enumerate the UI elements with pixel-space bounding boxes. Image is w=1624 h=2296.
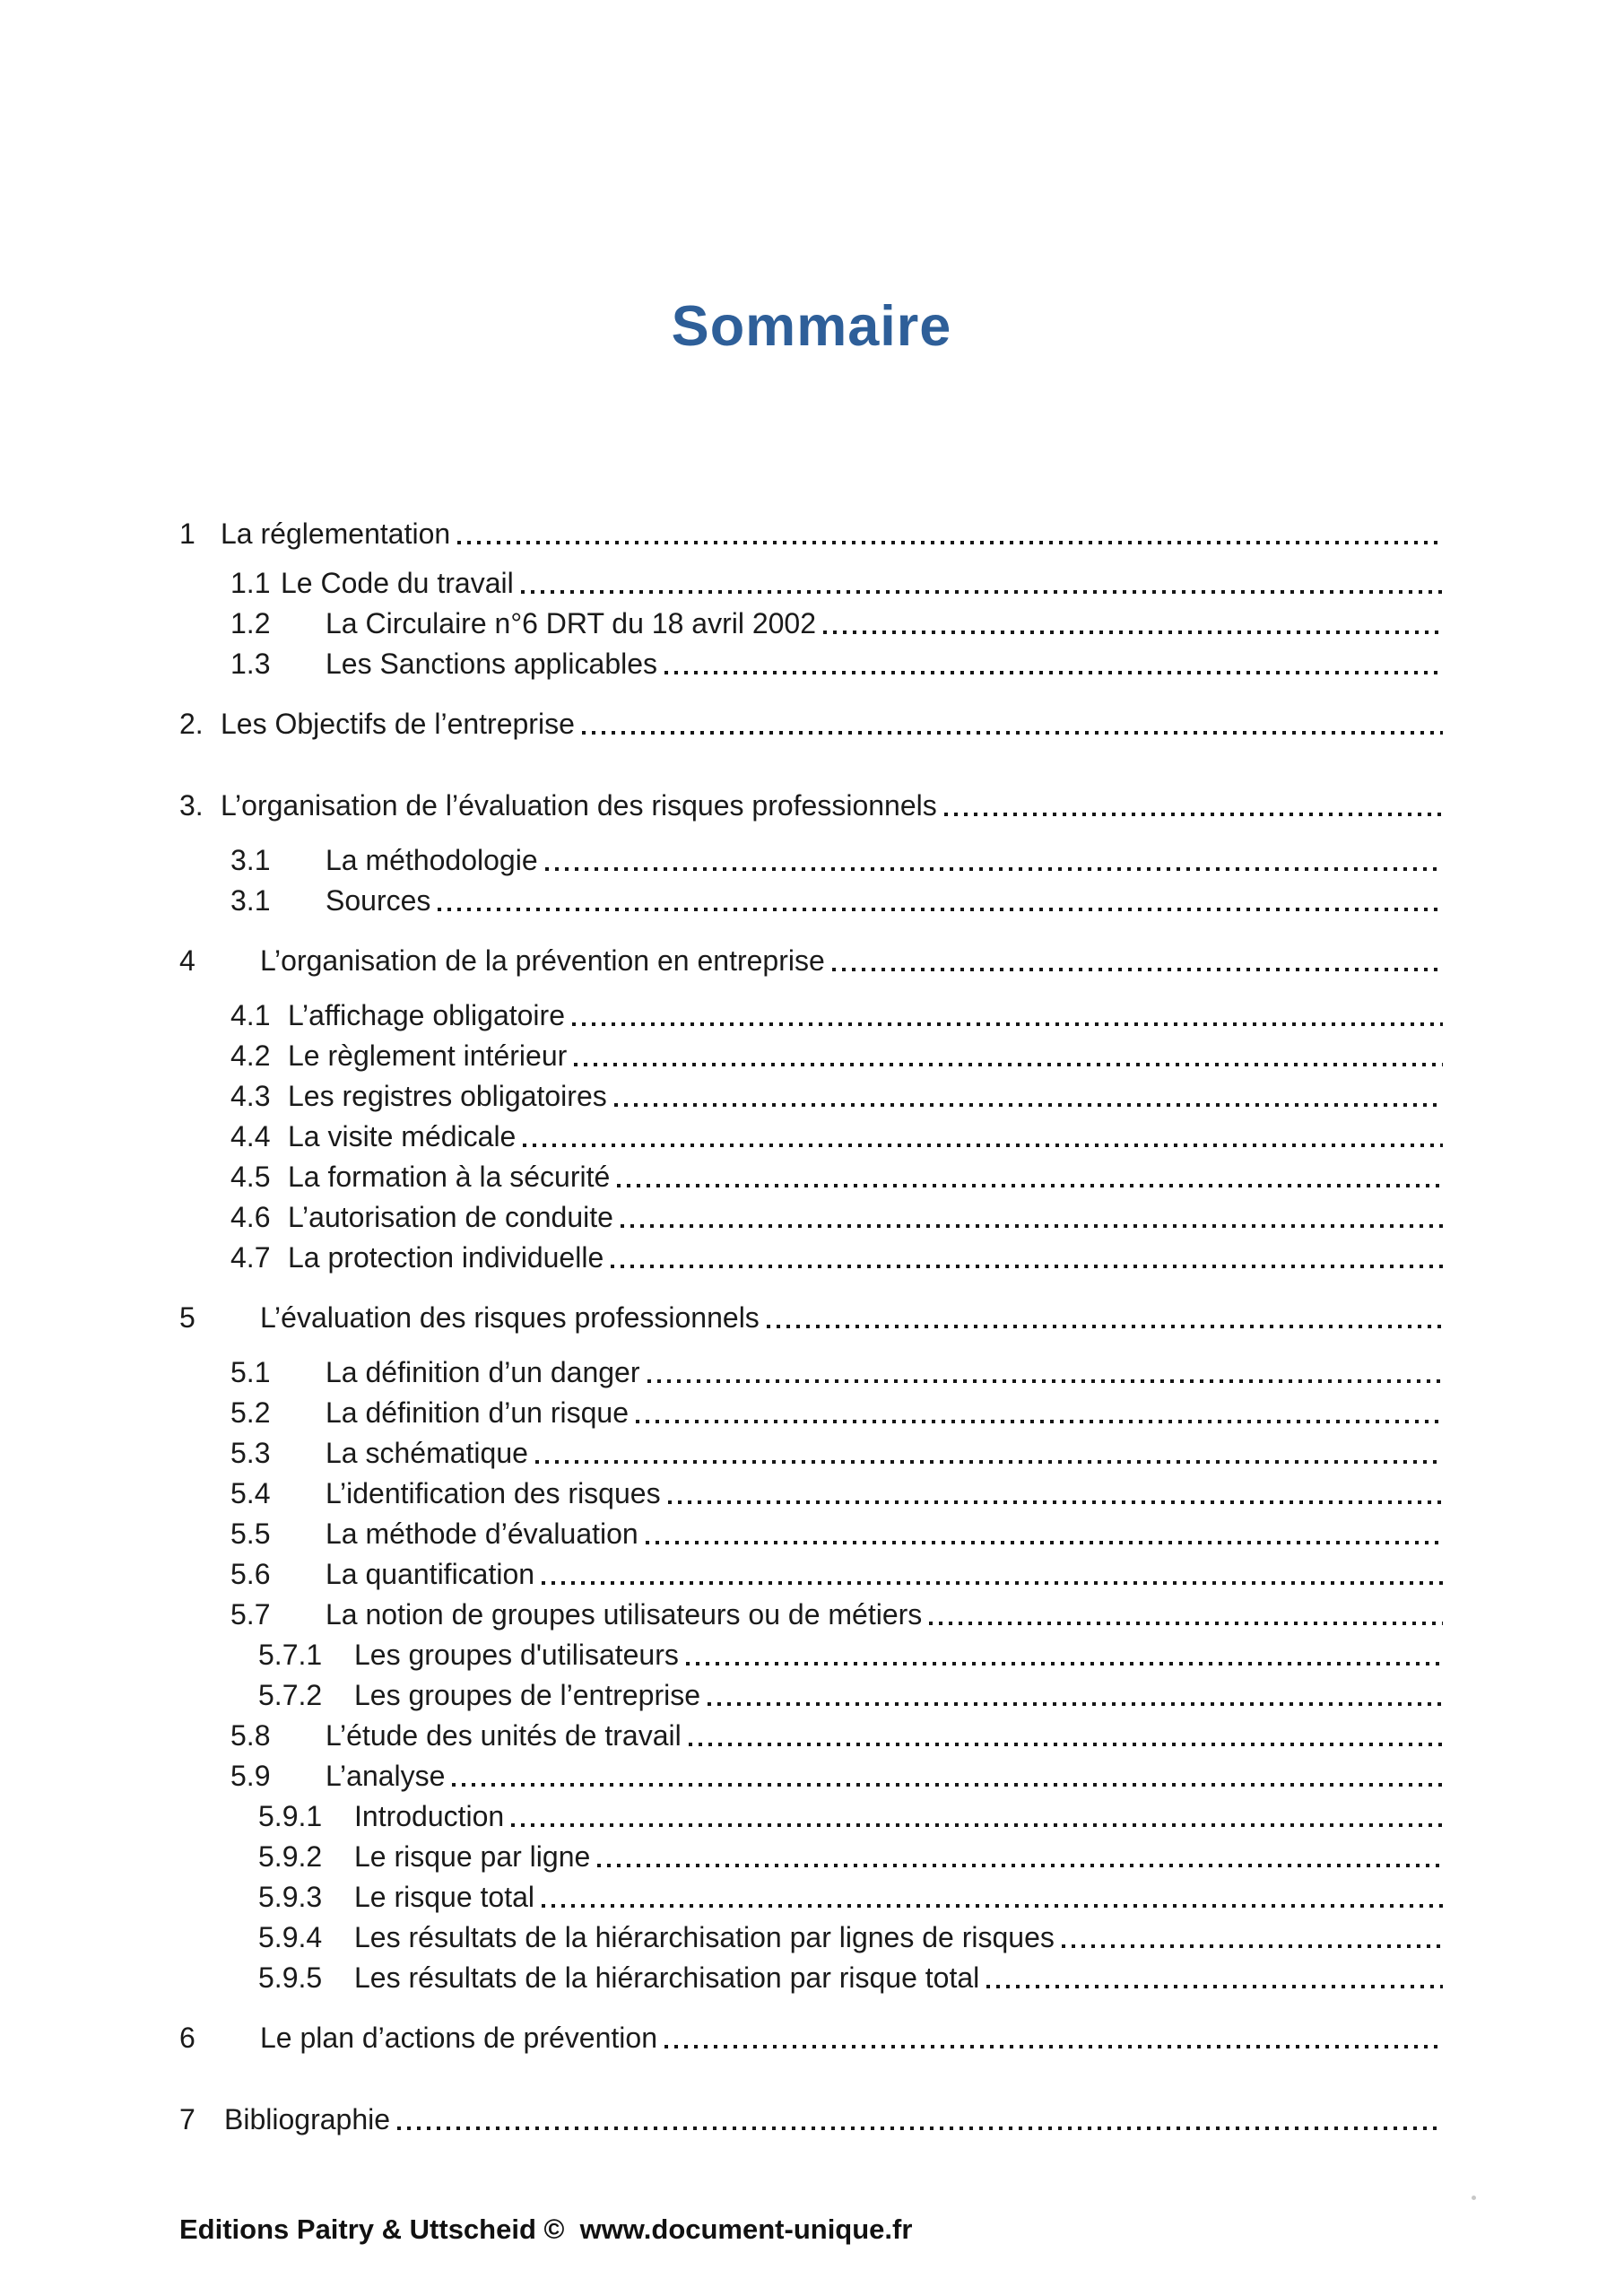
toc-entry [179, 1234, 1444, 1274]
toc-entry [179, 1073, 1444, 1113]
toc-entry-number: 4.3 [230, 1080, 271, 1112]
dot-leader [944, 813, 1443, 816]
toc-entry [179, 1591, 1444, 1631]
toc-entry-label: La réglementation [221, 517, 451, 550]
toc-entry-number: 5.9.2 [258, 1840, 323, 1873]
toc-entry [179, 992, 1444, 1032]
toc-entry-number: 5.4 [230, 1477, 271, 1509]
toc-entry [179, 560, 1444, 600]
toc-entry [179, 1793, 1444, 1833]
toc-entry-label: La quantification [326, 1558, 535, 1590]
toc-entry-label: Les groupes d'utilisateurs [354, 1639, 679, 1671]
toc-entry-label: Le risque par ligne [354, 1840, 591, 1873]
toc-entry-label: La Circulaire n°6 DRT du 18 avril 2002 [326, 607, 817, 639]
toc-entry-label: La notion de groupes utilisateurs ou de métiers [326, 1598, 923, 1631]
page-title: Sommaire [671, 295, 952, 358]
toc-entry-label: Le risque total [354, 1881, 535, 1913]
dot-leader [574, 1063, 1443, 1066]
toc-entry-label: L’organisation de la prévention en entreprise [260, 944, 825, 977]
toc-entry-number: 6 [179, 2022, 195, 2054]
toc-entry-number: 4.1 [230, 999, 271, 1031]
dot-leader [397, 2126, 1443, 2130]
dot-leader [542, 1904, 1443, 1908]
toc-entry [179, 1833, 1444, 1874]
toc-entry-number: 1 [179, 517, 195, 550]
dot-leader [617, 1184, 1443, 1187]
toc-entry-number: 5.8 [230, 1719, 271, 1752]
toc-entry-label: La méthodologie [326, 844, 538, 876]
table-of-contents [179, 510, 1444, 2136]
toc-entry [179, 1113, 1444, 1153]
toc-entry-number: 4.4 [230, 1120, 271, 1152]
dot-leader [542, 1581, 1443, 1585]
toc-entry [179, 640, 1444, 681]
toc-entry-number: 4 [179, 944, 195, 977]
dot-leader [664, 671, 1443, 674]
toc-entry-number: 3.1 [230, 884, 271, 917]
toc-entry [179, 1954, 1444, 1995]
toc-entry [179, 1672, 1444, 1712]
toc-entry-label: La schématique [326, 1437, 528, 1469]
toc-entry [179, 1914, 1444, 1954]
toc-entry-label: L’autorisation de conduite [288, 1201, 613, 1233]
toc-entry-label: La visite médicale [288, 1120, 517, 1152]
dot-leader [582, 731, 1443, 735]
toc-entry-label: La définition d’un risque [326, 1396, 630, 1429]
dot-leader [457, 541, 1443, 544]
dot-leader [646, 1541, 1443, 1544]
toc-entry-number: 5.7.2 [258, 1679, 323, 1711]
toc-entry-label: Les résultats de la hiérarchisation par risque total [354, 1961, 980, 1994]
toc-entry-number: 4.7 [230, 1241, 271, 1274]
dot-leader [832, 968, 1443, 971]
toc-entry [179, 877, 1444, 918]
dot-leader [535, 1460, 1443, 1464]
toc-entry-number: 5.9.1 [258, 1800, 323, 1832]
toc-entry-label: Les résultats de la hiérarchisation par lignes de risques [354, 1921, 1055, 1953]
dot-leader [823, 631, 1443, 634]
toc-entry-number: 5.6 [230, 1558, 271, 1590]
toc-entry-number: 5.9.5 [258, 1961, 323, 1994]
toc-entry [179, 1349, 1444, 1389]
toc-entry [179, 1551, 1444, 1591]
toc-entry-label: Le Code du travail [281, 567, 514, 599]
toc-entry [179, 1430, 1444, 1470]
toc-entry-label: Introduction [354, 1800, 505, 1832]
toc-entry [179, 1470, 1444, 1510]
toc-entry-label: La protection individuelle [288, 1241, 604, 1274]
dot-leader [689, 1743, 1443, 1746]
dot-leader [511, 1823, 1443, 1827]
toc-entry [179, 2096, 1444, 2136]
dot-leader [523, 1144, 1443, 1147]
toc-entry [179, 1153, 1444, 1194]
toc-entry-number: 5.9 [230, 1760, 271, 1792]
toc-entry-label: Sources [326, 884, 431, 917]
toc-entry [179, 510, 1444, 551]
toc-entry [179, 700, 1444, 741]
dot-leader [686, 1662, 1443, 1665]
dot-leader [986, 1985, 1443, 1988]
toc-entry-label: Les Objectifs de l’entreprise [221, 708, 575, 740]
toc-entry-label: Le règlement intérieur [288, 1039, 568, 1072]
toc-entry [179, 1294, 1444, 1335]
dot-leader [521, 590, 1443, 594]
toc-entry-number: 5.7.1 [258, 1639, 323, 1671]
faint-page-mark [1472, 2196, 1476, 2200]
toc-entry-number: 5.3 [230, 1437, 271, 1469]
toc-entry-number: 5.1 [230, 1356, 271, 1388]
toc-entry-label: Les registres obligatoires [288, 1080, 607, 1112]
dot-leader [664, 2045, 1443, 2048]
toc-entry-label: La formation à la sécurité [288, 1161, 611, 1193]
toc-entry-number: 5.9.3 [258, 1881, 323, 1913]
toc-entry-label: L’organisation de l’évaluation des risques professionnels [221, 789, 937, 822]
dot-leader [611, 1265, 1443, 1268]
toc-entry-number: 5 [179, 1301, 195, 1334]
toc-entry [179, 1032, 1444, 1073]
toc-entry-number: 3.1 [230, 844, 271, 876]
toc-entry [179, 782, 1444, 822]
dot-leader [572, 1022, 1443, 1026]
toc-entry-number: 3. [179, 789, 204, 822]
toc-entry [179, 1874, 1444, 1914]
toc-entry-label: L’évaluation des risques professionnels [260, 1301, 760, 1334]
toc-entry-number: 4.5 [230, 1161, 271, 1193]
toc-entry [179, 1631, 1444, 1672]
dot-leader [767, 1325, 1443, 1328]
dot-leader [1062, 1944, 1443, 1948]
toc-entry-label: Les groupes de l’entreprise [354, 1679, 701, 1711]
dot-leader [614, 1103, 1443, 1107]
toc-entry [179, 1194, 1444, 1234]
toc-entry [179, 837, 1444, 877]
toc-entry-label: La définition d’un danger [326, 1356, 640, 1388]
toc-entry-label: Les Sanctions applicables [326, 648, 658, 680]
dot-leader [621, 1224, 1443, 1228]
toc-entry-number: 5.5 [230, 1518, 271, 1550]
dot-leader [545, 867, 1443, 871]
dot-leader [636, 1420, 1443, 1423]
toc-entry-label: L’affichage obligatoire [288, 999, 565, 1031]
toc-entry [179, 1752, 1444, 1793]
footer-text: Editions Paitry & Uttscheid © www.document-unique.fr [179, 2213, 913, 2245]
toc-entry-number: 1.3 [230, 648, 271, 680]
toc-entry [179, 937, 1444, 978]
toc-entry-number: 1.1 [230, 567, 271, 599]
toc-entry [179, 600, 1444, 640]
toc-entry-label: L’étude des unités de travail [326, 1719, 682, 1752]
toc-entry-label: Bibliographie [224, 2103, 391, 2135]
toc-entry-number: 5.2 [230, 1396, 271, 1429]
dot-leader [597, 1864, 1443, 1867]
toc-entry-number: 5.7 [230, 1598, 271, 1631]
dot-leader [668, 1500, 1443, 1504]
toc-entry-number: 7 [179, 2103, 195, 2135]
dot-leader [452, 1783, 1443, 1787]
toc-entry-number: 2. [179, 708, 204, 740]
toc-entry-label: L’analyse [326, 1760, 446, 1792]
toc-entry [179, 1389, 1444, 1430]
toc-entry [179, 1712, 1444, 1752]
dot-leader [708, 1702, 1443, 1706]
toc-entry-number: 4.6 [230, 1201, 271, 1233]
toc-entry [179, 2014, 1444, 2055]
toc-entry-number: 1.2 [230, 607, 271, 639]
toc-entry-label: Le plan d’actions de prévention [260, 2022, 657, 2054]
toc-entry-label: La méthode d’évaluation [326, 1518, 638, 1550]
toc-entry-number: 4.2 [230, 1039, 271, 1072]
toc-entry-number: 5.9.4 [258, 1921, 323, 1953]
dot-leader [929, 1622, 1443, 1625]
toc-entry [179, 1510, 1444, 1551]
dot-leader [438, 908, 1443, 911]
toc-entry-label: L’identification des risques [326, 1477, 661, 1509]
dot-leader [647, 1379, 1444, 1383]
